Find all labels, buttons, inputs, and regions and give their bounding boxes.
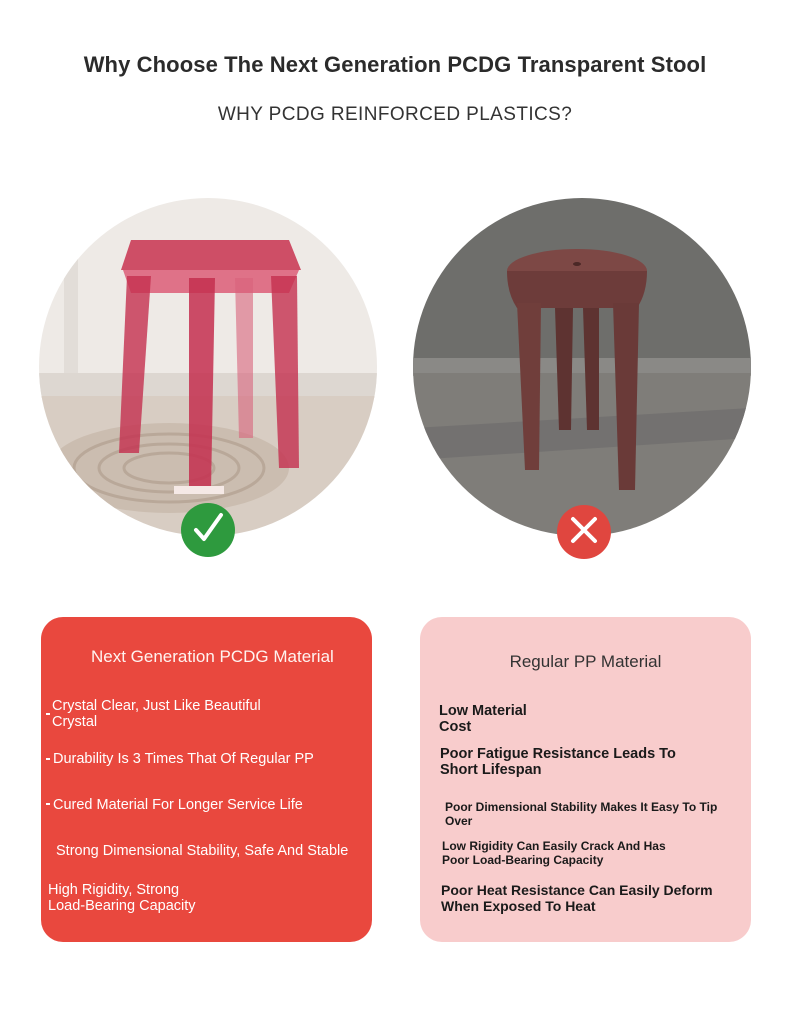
pp-feature-1: Low Material Cost	[439, 703, 527, 735]
bullet-icon	[46, 713, 50, 715]
pcdg-feature-2: Durability Is 3 Times That Of Regular PP	[53, 751, 314, 767]
pp-feature-5: Poor Heat Resistance Can Easily Deform When Exposed To Heat	[441, 882, 713, 914]
page-title: Why Choose The Next Generation PCDG Transparent Stool	[83, 52, 707, 77]
pcdg-stool-photo	[39, 198, 377, 536]
pp-feature-4: Low Rigidity Can Easily Crack And Has Poor Load-Bearing Capacity	[442, 839, 666, 867]
check-mark-badge	[181, 503, 235, 557]
page-subtitle: WHY PCDG REINFORCED PLASTICS?	[217, 104, 573, 125]
pp-material-card	[420, 617, 751, 942]
x-mark-icon	[569, 515, 599, 550]
pp-feature-3: Poor Dimensional Stability Makes It Easy To Tip Over	[445, 800, 718, 828]
pcdg-card-title: Next Generation PCDG Material	[91, 647, 334, 666]
pcdg-feature-3: Cured Material For Longer Service Life	[53, 797, 303, 813]
pp-stool-photo	[413, 198, 751, 536]
bullet-icon	[46, 803, 50, 805]
pcdg-material-card	[41, 617, 372, 942]
pcdg-feature-4: Strong Dimensional Stability, Safe And Stable	[56, 843, 349, 859]
pcdg-feature-5: High Rigidity, Strong Load-Bearing Capacity	[48, 882, 196, 914]
check-mark-icon	[191, 511, 225, 550]
x-mark-badge	[557, 505, 611, 559]
pp-feature-2: Poor Fatigue Resistance Leads To Short Lifespan	[440, 746, 676, 778]
pcdg-feature-1: Crystal Clear, Just Like Beautiful Crystal	[52, 698, 261, 730]
bullet-icon	[46, 758, 50, 760]
pp-card-title: Regular PP Material	[509, 652, 662, 671]
